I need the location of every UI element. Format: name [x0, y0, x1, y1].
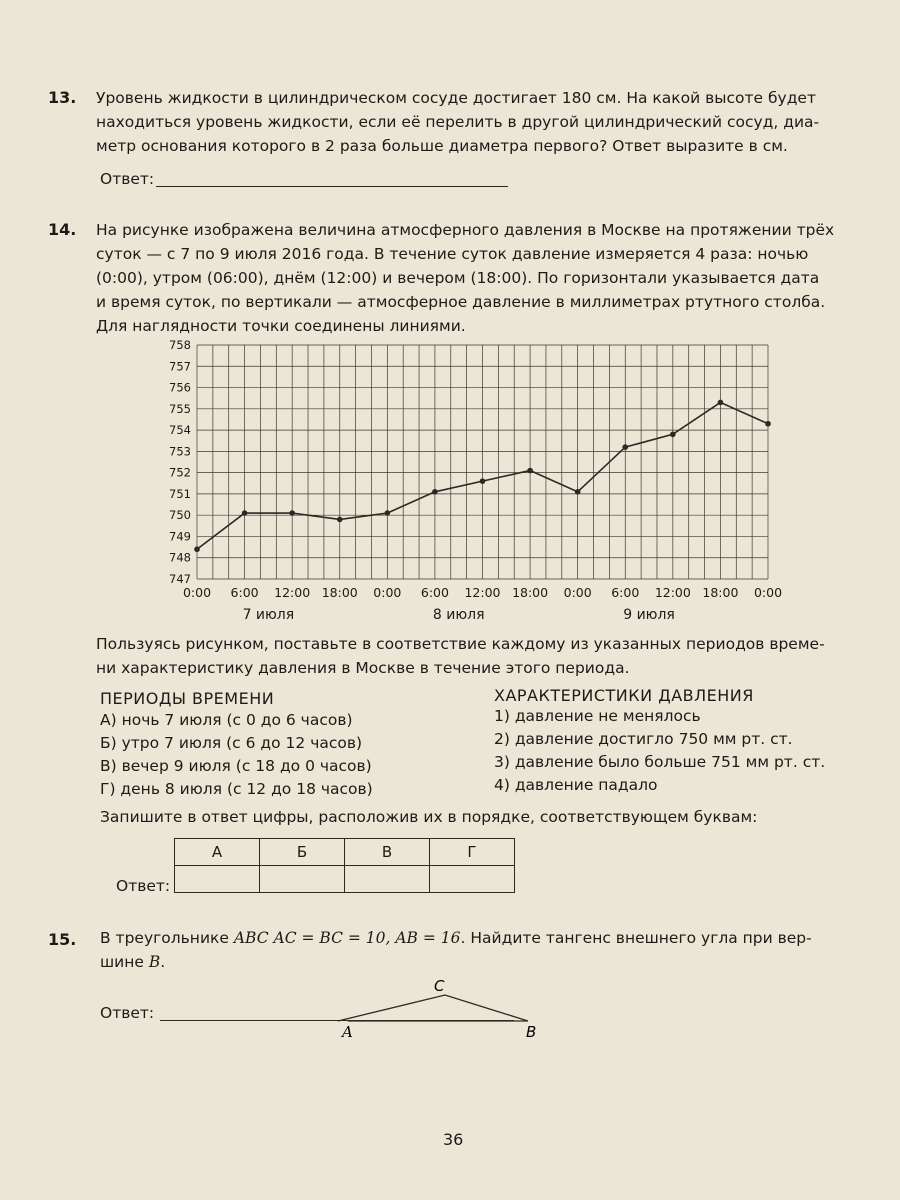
- q15-text-part: .: [160, 953, 166, 971]
- answer-table: [174, 838, 515, 893]
- triangle-figure: [330, 975, 570, 1045]
- answer-cell-a[interactable]: [175, 866, 260, 893]
- data-point: [718, 400, 724, 406]
- question-13-number: 13.: [48, 88, 77, 107]
- day-label: 9 июля: [623, 607, 675, 623]
- instruction-line: ни характеристику давления в Москве в течение этого периода.: [96, 659, 630, 677]
- characteristic-item: 4) давление падало: [494, 776, 658, 794]
- data-point: [194, 546, 200, 552]
- question-13-line: Уровень жидкости в цилиндрическом сосуде достигает 180 см. На какой высоте будет: [96, 89, 816, 107]
- y-tick-label: 749: [169, 529, 191, 544]
- answer-table-header-row: [175, 839, 515, 866]
- x-tick-label: 12:00: [274, 585, 311, 600]
- write-instruction: Запишите в ответ цифры, расположив их в порядке, соответствующем буквам:: [100, 808, 758, 826]
- question-14-line: и время суток, по вертикали — атмосферное давление в миллиметрах ртутного столба.: [96, 293, 826, 311]
- question-13-line: метр основания которого в 2 раза больше диаметра первого? Ответ выразите в см.: [96, 137, 788, 155]
- characteristic-item: 2) давление достигло 750 мм рт. ст.: [494, 730, 793, 748]
- answer-table-header: Г: [430, 839, 515, 866]
- x-tick-label: 18:00: [512, 585, 549, 600]
- characteristics-title: ХАРАКТЕРИСТИКИ ДАВЛЕНИЯ: [494, 686, 754, 705]
- period-item: Г) день 8 июля (с 12 до 18 часов): [100, 780, 373, 798]
- q15-math: B: [148, 953, 161, 971]
- data-point: [480, 478, 486, 484]
- question-15-line-2: [100, 950, 812, 974]
- x-tick-label: 12:00: [654, 585, 691, 600]
- question-15-text: [100, 926, 812, 974]
- y-tick-label: 757: [169, 359, 191, 374]
- data-point: [242, 510, 248, 516]
- y-tick-label: 754: [169, 423, 191, 438]
- x-tick-label: 0:00: [182, 585, 212, 600]
- periods-list: [100, 709, 373, 801]
- y-tick-label: 753: [169, 444, 191, 459]
- question-15-answer-label: Ответ:: [100, 1004, 155, 1022]
- question-14-line: (0:00), утром (06:00), днём (12:00) и вечером (18:00). По горизонтали указывается дата: [96, 269, 820, 287]
- y-tick-label: 748: [169, 550, 191, 565]
- period-item: Б) утро 7 июля (с 6 до 12 часов): [100, 734, 363, 752]
- data-point: [575, 489, 581, 495]
- instruction-line: Пользуясь рисунком, поставьте в соответствие каждому из указанных периодов време-: [96, 635, 825, 653]
- answer-table-input-row: [175, 866, 515, 893]
- data-point: [765, 421, 771, 427]
- x-tick-label: 6:00: [230, 585, 259, 600]
- question-14-answer-label: Ответ:: [116, 877, 171, 895]
- data-point: [337, 517, 343, 523]
- q15-text-part: шине: [100, 953, 149, 971]
- question-15-answer-line[interactable]: [160, 1020, 514, 1021]
- question-14-instruction: [96, 632, 825, 680]
- answer-table-header: Б: [260, 839, 345, 866]
- x-tick-label: 6:00: [420, 585, 449, 600]
- q15-text-part: . Найдите тангенс внешнего угла при вер-: [460, 929, 812, 947]
- periods-title: ПЕРИОДЫ ВРЕМЕНИ: [100, 689, 275, 708]
- y-tick-label: 755: [169, 401, 191, 416]
- data-point: [289, 510, 295, 516]
- x-tick-label: 18:00: [321, 585, 358, 600]
- data-point: [622, 444, 628, 450]
- data-point: [432, 489, 438, 495]
- characteristic-item: 1) давление не менялось: [494, 707, 701, 725]
- characteristic-item: 3) давление было больше 751 мм рт. ст.: [494, 753, 826, 771]
- question-14-number: 14.: [48, 220, 77, 239]
- question-13-line: находиться уровень жидкости, если её перелить в другой цилиндрический сосуд, диа-: [96, 113, 820, 131]
- question-14-line: Для наглядности точки соединены линиями.: [96, 317, 466, 335]
- answer-table-header: В: [345, 839, 430, 866]
- question-15-number: 15.: [48, 930, 77, 949]
- y-tick-label: 751: [169, 486, 191, 501]
- period-item: В) вечер 9 июля (с 18 до 0 часов): [100, 757, 372, 775]
- data-point: [385, 510, 391, 516]
- characteristics-list: [494, 705, 825, 797]
- data-point: [670, 432, 676, 438]
- vertex-label-c: C: [434, 977, 445, 995]
- data-point: [527, 468, 533, 474]
- question-13-answer-label: Ответ:: [100, 170, 155, 188]
- y-tick-label: 750: [169, 508, 191, 523]
- q15-text-part: В треугольнике: [100, 929, 234, 947]
- x-tick-label: 6:00: [611, 585, 640, 600]
- period-item: А) ночь 7 июля (с 0 до 6 часов): [100, 711, 353, 729]
- vertex-label-b: B: [526, 1023, 537, 1041]
- vertex-label-a: A: [342, 1023, 353, 1041]
- question-14-line: суток — с 7 по 9 июля 2016 года. В течение суток давление измеряется 4 раза: ночью: [96, 245, 809, 263]
- triangle-lines: [338, 995, 528, 1021]
- y-tick-label: 756: [169, 380, 191, 395]
- y-tick-label: 747: [169, 572, 191, 586]
- question-15-line-1: [100, 926, 812, 950]
- question-14-line: На рисунке изображена величина атмосферного давления в Москве на протяжении трёх: [96, 221, 835, 239]
- q15-math: ABC AC = BC = 10, AB = 16: [233, 929, 461, 947]
- x-tick-label: 0:00: [563, 585, 592, 600]
- x-tick-label: 0:00: [753, 585, 783, 600]
- day-label: 7 июля: [242, 607, 295, 623]
- answer-cell-v[interactable]: [345, 866, 430, 893]
- x-tick-label: 0:00: [373, 585, 402, 600]
- y-tick-label: 758: [169, 338, 191, 352]
- answer-cell-b[interactable]: [260, 866, 345, 893]
- answer-table-header: А: [175, 839, 260, 866]
- day-label: 8 июля: [432, 607, 485, 623]
- y-tick-label: 752: [169, 465, 191, 480]
- x-tick-label: 12:00: [464, 585, 501, 600]
- page-number: 36: [443, 1130, 464, 1149]
- x-tick-label: 18:00: [702, 585, 739, 600]
- answer-cell-g[interactable]: [430, 866, 515, 893]
